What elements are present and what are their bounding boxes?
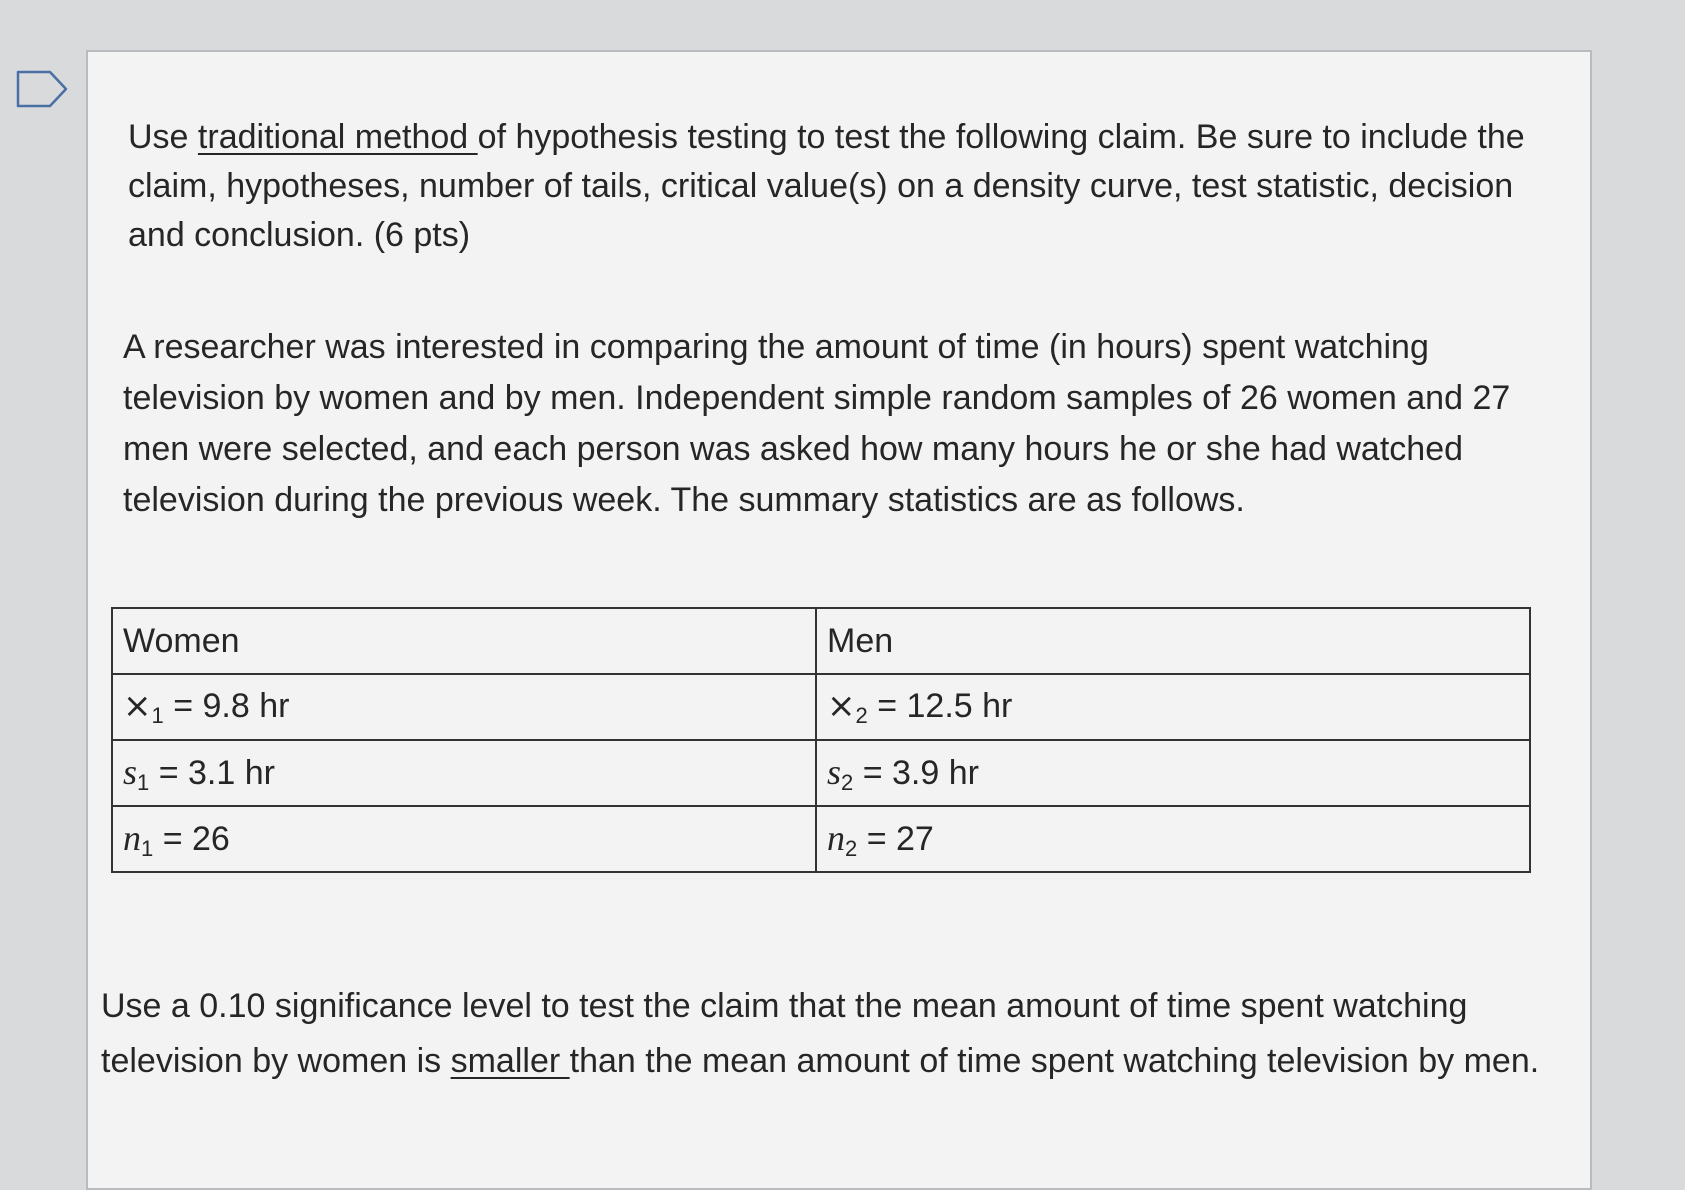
table-row (112, 806, 1530, 872)
summary-statistics-table (111, 607, 1531, 873)
women-mean: $\times_1 = 9.8$ hr (112, 674, 816, 740)
claim-text: Use a 0.10 significance level to test the claim that the mean amount of time spent watching television by women is smaller than the mean amount of time spent watching television by men. (101, 987, 1540, 1080)
table-row (112, 740, 1530, 806)
men-sd: $s_2 = 3.9$ hr (816, 740, 1530, 806)
women-sd: $s_1 = 3.1$ hr (112, 740, 816, 806)
scenario-text: A researcher was interested in comparing the amount of time (in hours) spent watching television by women and by men. Independent simple random samples of 26 women and 27 men were selected, and each person was asked how many hours he or she had watched television during the previous week. The summary statistics are as follows. (123, 328, 1511, 519)
instructions: Use traditional method of hypothesis testing to test the following claim. Be sure to include the claim, hypotheses, number of tails, critical value(s) on a density curve, test statistic, decision and conclusion. (6 pts) (128, 118, 1525, 254)
table-header-row (112, 608, 1530, 674)
men-mean: $\times_2 = 12.5$ hr (816, 674, 1530, 740)
smaller-emphasis: smaller (450, 1042, 570, 1080)
bookmark-flag-icon[interactable] (16, 70, 68, 108)
women-header: Women (112, 608, 816, 674)
traditional-method-emphasis: traditional method (197, 118, 478, 156)
men-header: Men (816, 608, 1530, 674)
table-row (112, 674, 1530, 740)
women-n: $n_1 = 26$ (112, 806, 816, 872)
men-n: $n_2 = 27$ (816, 806, 1530, 872)
